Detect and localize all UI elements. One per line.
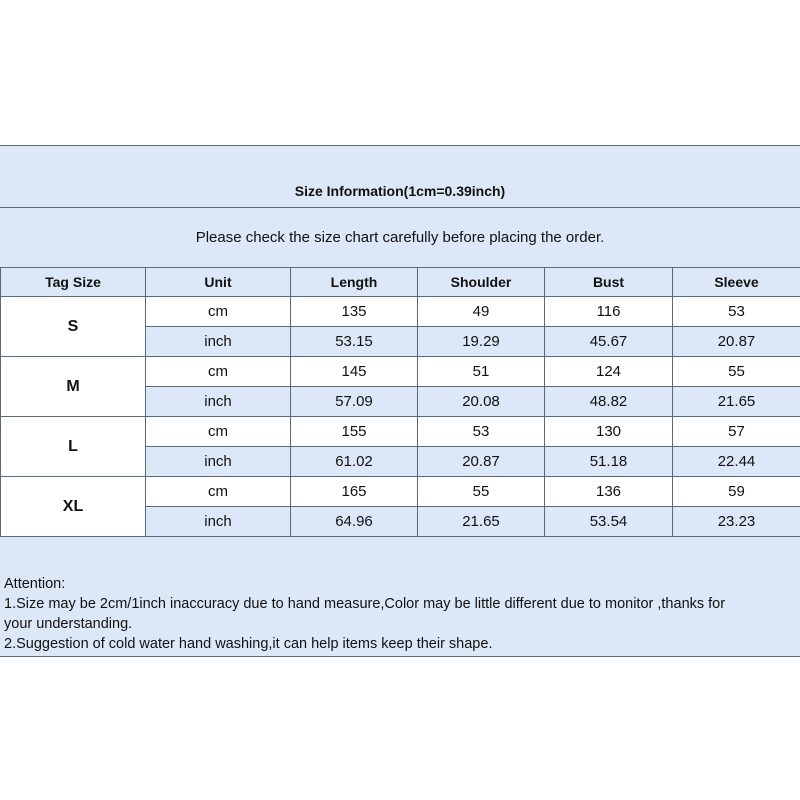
table-cell: 53 [418,417,545,447]
tag-size-xl: XL [1,477,146,537]
table-cell: 116 [545,297,673,327]
table-cell: 19.29 [418,327,545,357]
table-cell: 49 [418,297,545,327]
table-cell: 55 [673,357,800,387]
order-note: Please check the size chart carefully before placing the order. [195,228,605,246]
attention-line: 2.Suggestion of cold water hand washing,it can help items keep their shape. [4,636,493,652]
table-cell: 59 [673,477,800,507]
table-row [1,417,800,447]
table-cell: inch [146,327,291,357]
table-cell: 51.18 [545,447,673,477]
attention-notes [4,574,798,654]
table-row [1,297,800,327]
header-shoulder: Shoulder [418,268,545,297]
table-cell: 23.23 [673,507,800,537]
table-cell: 20.87 [418,447,545,477]
table-cell: 155 [291,417,418,447]
table-cell: 48.82 [545,387,673,417]
table-header-row [1,268,800,297]
table-cell: inch [146,507,291,537]
table-cell: cm [146,417,291,447]
size-info-title: Size Information(1cm=0.39inch) [294,183,506,199]
table-row [1,477,800,507]
attention-line: 1.Size may be 2cm/1inch inaccuracy due to hand measure,Color may be little different due to monitor ,thanks for [4,596,726,612]
table-cell: cm [146,477,291,507]
header-sleeve: Sleeve [673,268,800,297]
table-cell: 22.44 [673,447,800,477]
table-cell: 130 [545,417,673,447]
tag-size-l: L [1,417,146,477]
table-cell: 55 [418,477,545,507]
tag-size-s: S [1,297,146,357]
header-bust: Bust [545,268,673,297]
header-length: Length [291,268,418,297]
table-cell: 21.65 [418,507,545,537]
table-cell: 136 [545,477,673,507]
table-cell: 145 [291,357,418,387]
table-cell: 135 [291,297,418,327]
table-cell: 57.09 [291,387,418,417]
table-cell: 21.65 [673,387,800,417]
attention-heading: Attention: [4,576,66,592]
table-cell: 53.15 [291,327,418,357]
tag-size-m: M [1,357,146,417]
table-cell: 53 [673,297,800,327]
table-cell: 124 [545,357,673,387]
table-row [1,357,800,387]
table-cell: 45.67 [545,327,673,357]
table-cell: 51 [418,357,545,387]
header-tag-size: Tag Size [1,268,146,297]
header-unit: Unit [146,268,291,297]
table-cell: inch [146,387,291,417]
table-cell: 61.02 [291,447,418,477]
table-cell: 64.96 [291,507,418,537]
size-info-title-row [0,146,800,207]
table-cell: 57 [673,417,800,447]
table-cell: cm [146,297,291,327]
table-cell: 20.87 [673,327,800,357]
table-cell: 53.54 [545,507,673,537]
size-table [0,267,800,537]
table-cell: 165 [291,477,418,507]
table-cell: cm [146,357,291,387]
table-cell: 20.08 [418,387,545,417]
size-chart [0,145,800,657]
attention-line: your understanding. [4,616,133,632]
table-cell: inch [146,447,291,477]
